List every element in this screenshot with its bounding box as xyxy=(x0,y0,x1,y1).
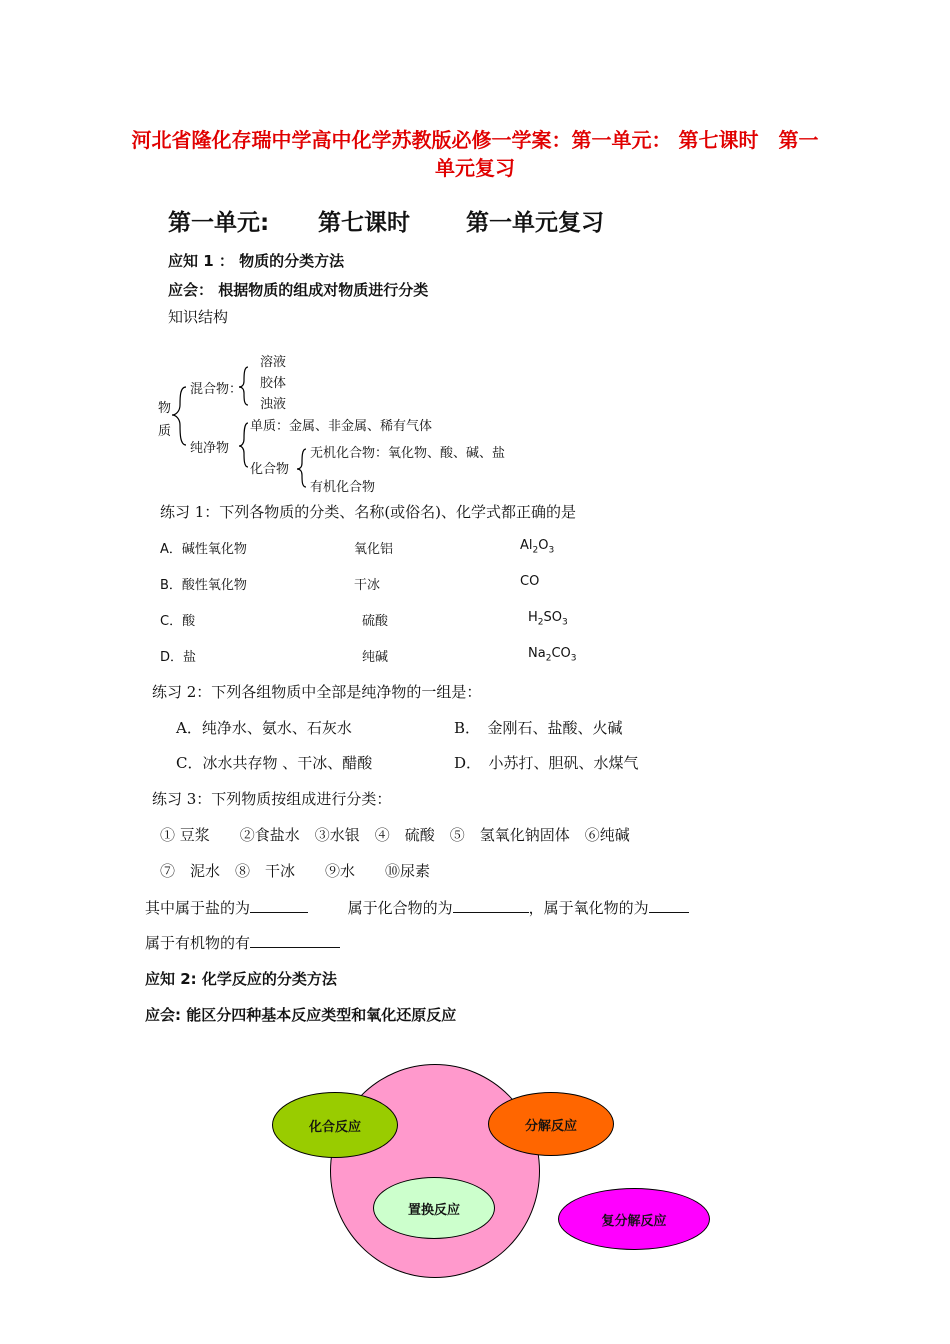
q-comma: ， xyxy=(528,899,544,917)
displacement-reaction-ellipse: 置换反应 xyxy=(373,1177,495,1239)
combination-reaction-ellipse: 化合反应 xyxy=(272,1092,398,1158)
double-decomposition-reaction-ellipse: 复分解反应 xyxy=(558,1188,710,1250)
ex1-option-c-name: 硫酸 xyxy=(362,614,389,629)
tree-root-1: 物 xyxy=(158,401,172,416)
answer-blank-compound[interactable] xyxy=(453,898,529,913)
ex3-questions-row1 xyxy=(145,897,689,918)
ex2-stem: 练习 2：下列各组物质中全部是纯净物的一组是： xyxy=(152,683,482,701)
ex2-option-c: C．冰水共存物 、干冰、醋酸 xyxy=(176,754,373,772)
q-oxide-label: 属于氧化物的为 xyxy=(543,899,649,917)
tree-suspension: 浊液 xyxy=(260,397,287,412)
tree-element: 单质：金属、非金属、稀有气体 xyxy=(250,419,433,434)
ex1-option-d-formula: $Na_2CO_3$ xyxy=(528,646,577,664)
ex3-items-line1: ① 豆浆 ②食盐水 ③水银 ④ 硫酸 ⑤ 氢氧化钠固体 ⑥纯碱 xyxy=(160,826,630,844)
tree-compound: 化合物 xyxy=(250,462,290,477)
section1-structure: 知识结构 xyxy=(168,308,229,326)
classification-tree xyxy=(150,345,550,495)
ex3-stem: 练习 3：下列物质按组成进行分类： xyxy=(152,790,392,808)
tree-colloid: 胶体 xyxy=(260,376,287,391)
ex2-option-d: D． 小苏打、胆矾、水煤气 xyxy=(454,754,639,772)
answer-blank-salt[interactable] xyxy=(250,898,308,913)
section1-know: 应知 1 ： 物质的分类方法 xyxy=(168,252,345,270)
tree-pure: 纯净物 xyxy=(190,441,230,456)
ex3-questions-row2 xyxy=(145,932,340,953)
section1-can: 应会： 根据物质的组成对物质进行分类 xyxy=(168,281,429,299)
ex1-option-b-formula: CO xyxy=(520,574,540,589)
q-organic-label: 属于有机物的有 xyxy=(145,934,251,952)
answer-blank-oxide[interactable] xyxy=(649,898,689,913)
ex1-option-b-label: B．酸性氧化物 xyxy=(160,578,247,593)
heading-lesson: 第七课时 xyxy=(318,210,410,236)
document-title: 河北省隆化存瑞中学高中化学苏教版必修一学案：第一单元： 第七课时 第一单元复习 xyxy=(131,128,819,180)
ex2-option-a: A．纯净水、氨水、石灰水 xyxy=(176,719,352,737)
ex1-option-c-label: C．酸 xyxy=(160,614,196,629)
ex1-option-d-name: 纯碱 xyxy=(362,650,389,665)
q-salt-label: 其中属于盐的为 xyxy=(145,899,251,917)
answer-blank-organic[interactable] xyxy=(250,933,340,948)
tree-mixture: 混合物： xyxy=(190,382,243,397)
tree-inorganic: 无机化合物：氧化物、酸、碱、盐 xyxy=(310,446,506,461)
ex1-option-b-name: 干冰 xyxy=(354,578,381,593)
ex3-items-line2: ⑦ 泥水 ⑧ 干冰 ⑨水 ⑩尿素 xyxy=(160,862,431,880)
ex2-option-b: B． 金刚石、盐酸、火碱 xyxy=(454,719,623,737)
decomposition-reaction-ellipse: 分解反应 xyxy=(488,1092,614,1156)
section2-can: 应会: 能区分四种基本反应类型和氧化还原反应 xyxy=(145,1006,457,1024)
q-compound-label: 属于化合物的为 xyxy=(347,899,453,917)
section2-know: 应知 2: 化学反应的分类方法 xyxy=(145,970,337,988)
heading-unit: 第一单元: xyxy=(168,210,270,236)
ex1-option-a-label: A．碱性氧化物 xyxy=(160,542,247,557)
tree-root-2: 质 xyxy=(158,424,172,439)
ex1-option-c-formula: $H_2SO_3$ xyxy=(528,610,568,628)
ex1-option-d-label: D．盐 xyxy=(160,650,197,665)
tree-organic: 有机化合物 xyxy=(310,480,376,495)
ex1-option-a-formula: $Al_2O_3$ xyxy=(520,538,555,556)
tree-solution: 溶液 xyxy=(260,355,287,370)
ex1-stem: 练习 1：下列各物质的分类、名称(或俗名)、化学式都正确的是 xyxy=(160,503,577,521)
ex1-option-a-name: 氧化铝 xyxy=(354,542,394,557)
heading-topic: 第一单元复习 xyxy=(466,210,604,236)
